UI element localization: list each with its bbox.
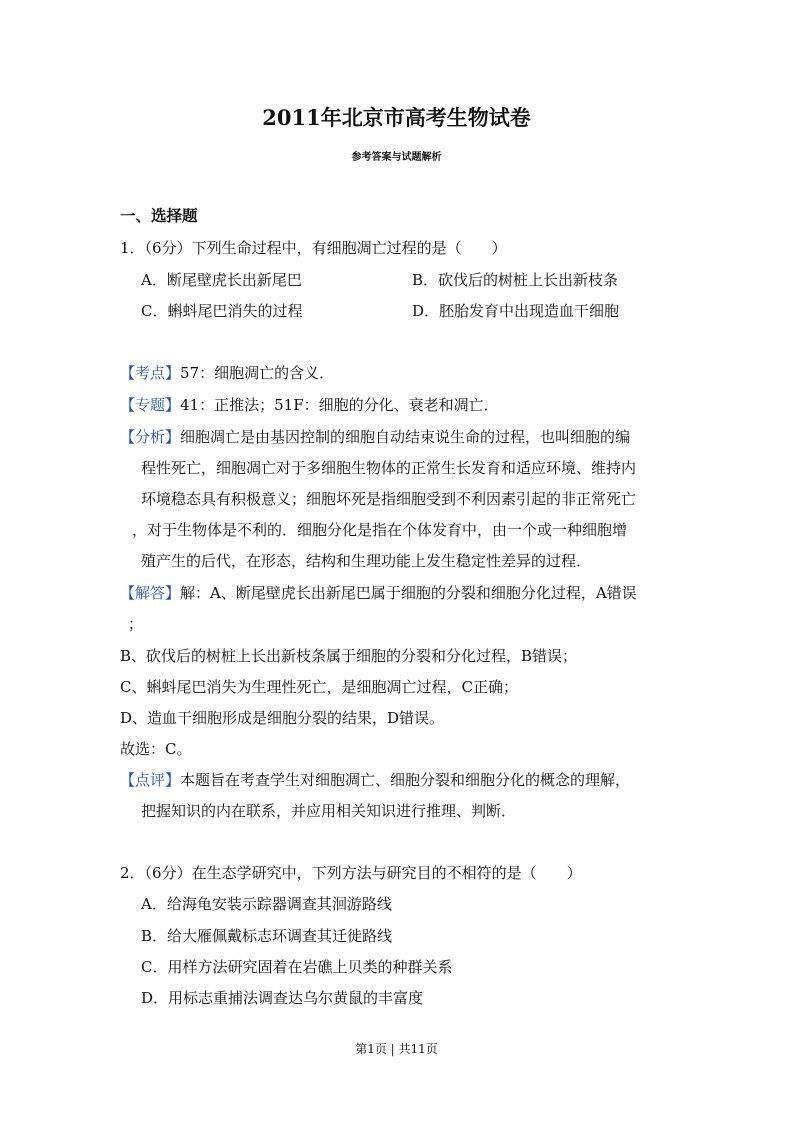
q2-option-b: B．给大雁佩戴标志环调查其迁徙路线 [141, 927, 393, 945]
q1-stem: 1．（6分）下列生命过程中，有细胞凋亡过程的是（ ） [120, 239, 507, 257]
q1-kaodian [120, 362, 334, 383]
dianping-text: 本题旨在考查学生对细胞凋亡、细胞分裂和细胞分化的概念的理解， [180, 771, 631, 789]
zhuanti-text: 41：正推法；51F：细胞的分化、衰老和凋亡． [180, 396, 499, 414]
jieda-line: D、造血干细胞形成是细胞分裂的结果，D错误。 [120, 709, 445, 727]
page-footer: 第1页 | 共11页 [355, 1042, 438, 1056]
q1-answer: 故选：C。 [120, 740, 192, 758]
page-title: 2011年北京市高考生物试卷 [262, 105, 531, 130]
fenxi-tag: 【分析】 [120, 428, 181, 446]
page-subtitle: 参考答案与试题解析 [351, 152, 442, 163]
jieda-line: ； [128, 615, 144, 633]
fenxi-line: ，对于生物体是不利的．细胞分化是指在个体发育中，由一个或一种细胞增 [132, 521, 628, 539]
q1-fenxi [120, 426, 630, 447]
q2-option-a: A．给海龟安装示踪器调查其洄游路线 [141, 895, 392, 913]
dianping-tag: 【点评】 [120, 771, 181, 789]
section-heading: 一、选择题 [120, 206, 198, 225]
fenxi-line: 程性死亡，细胞凋亡对于多细胞生物体的正常生长发育和适应环境、维持内 [141, 459, 637, 477]
q2-option-d: D．用标志重捕法调查达乌尔黄鼠的丰富度 [141, 989, 424, 1007]
zhuanti-tag: 【专题】 [120, 396, 181, 414]
q1-option-b: B．砍伐后的树桩上长出新枝条 [412, 271, 619, 289]
q1-dianping [120, 769, 630, 790]
q1-option-c: C．蝌蚪尾巴消失的过程 [141, 302, 303, 320]
fenxi-line: 殖产生的后代，在形态，结构和生理功能上发生稳定性差异的过程． [141, 552, 592, 570]
q1-zhuanti [120, 394, 499, 415]
q1-jieda [120, 582, 637, 603]
kaodian-text: 57：细胞凋亡的含义． [180, 364, 335, 382]
fenxi-text: 细胞凋亡是由基因控制的细胞自动结束说生命的过程，也叫细胞的编 [180, 428, 631, 446]
q2-option-c: C．用样方法研究固着在岩礁上贝类的种群关系 [141, 958, 453, 976]
jieda-text: 解：A、断尾壁虎长出新尾巴属于细胞的分裂和细胞分化过程，A错误 [180, 584, 637, 602]
jieda-line: C、蝌蚪尾巴消失为生理性死亡，是细胞凋亡过程，C正确； [120, 678, 518, 696]
fenxi-line: 环境稳态具有积极意义；细胞坏死是指细胞受到不利因素引起的非正常死亡 [141, 490, 637, 508]
kaodian-tag: 【考点】 [120, 364, 181, 382]
jieda-line: B、砍伐后的树桩上长出新枝条属于细胞的分裂和分化过程，B错误； [120, 647, 578, 665]
q2-stem: 2．（6分）在生态学研究中，下列方法与研究目的不相符的是（ ） [120, 864, 582, 882]
dianping-line: 把握知识的内在联系，并应用相关知识进行推理、判断． [141, 802, 517, 820]
q1-option-d: D．胚胎发育中出现造血干细胞 [412, 302, 620, 320]
q1-option-a: A．断尾壁虎长出新尾巴 [141, 271, 302, 289]
jieda-tag: 【解答】 [120, 584, 181, 602]
